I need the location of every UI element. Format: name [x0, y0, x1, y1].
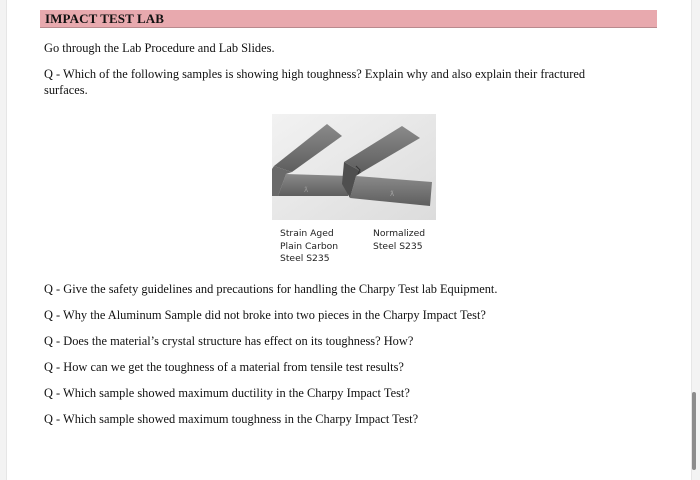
- main-question-line-1: Q - Which of the following samples is showing high toughness? Explain why and also explain their fractured: [44, 67, 586, 81]
- svg-text:ƛ: ƛ: [390, 190, 395, 198]
- question-item: Q - Does the material’s crystal structure has effect on its toughness? How?: [44, 334, 414, 348]
- page-title: IMPACT TEST LAB: [45, 11, 165, 26]
- question-item: Q - Which sample showed maximum toughness in the Charpy Impact Test?: [44, 412, 419, 426]
- title-banner: [40, 10, 657, 28]
- caption-left-line: Strain Aged: [280, 228, 334, 239]
- question-item: Q - Why the Aluminum Sample did not broke into two pieces in the Charpy Impact Test?: [44, 308, 486, 322]
- scrollbar-thumb[interactable]: [692, 392, 696, 470]
- question-item: Q - Give the safety guidelines and precautions for handling the Charpy Test lab Equipment.: [44, 282, 498, 296]
- question-list: [44, 281, 497, 437]
- fractured-samples-illustration: [272, 114, 436, 220]
- charpy-samples-photo: [272, 114, 436, 220]
- caption-left: [280, 228, 338, 266]
- caption-right-line: Normalized: [373, 228, 426, 239]
- question-item: Q - How can we get the toughness of a material from tensile test results?: [44, 360, 404, 374]
- intro-text: Go through the Lab Procedure and Lab Slides.: [44, 41, 275, 55]
- main-question-line-2: surfaces.: [44, 83, 88, 97]
- svg-text:ƛ: ƛ: [304, 186, 309, 194]
- question-item: Q - Which sample showed maximum ductility in the Charpy Impact Test?: [44, 386, 410, 400]
- caption-right-line: Steel S235: [373, 240, 423, 252]
- caption-left-line: Plain Carbon: [280, 240, 339, 252]
- caption-right: [373, 228, 425, 253]
- caption-left-line: Steel S235: [280, 253, 330, 264]
